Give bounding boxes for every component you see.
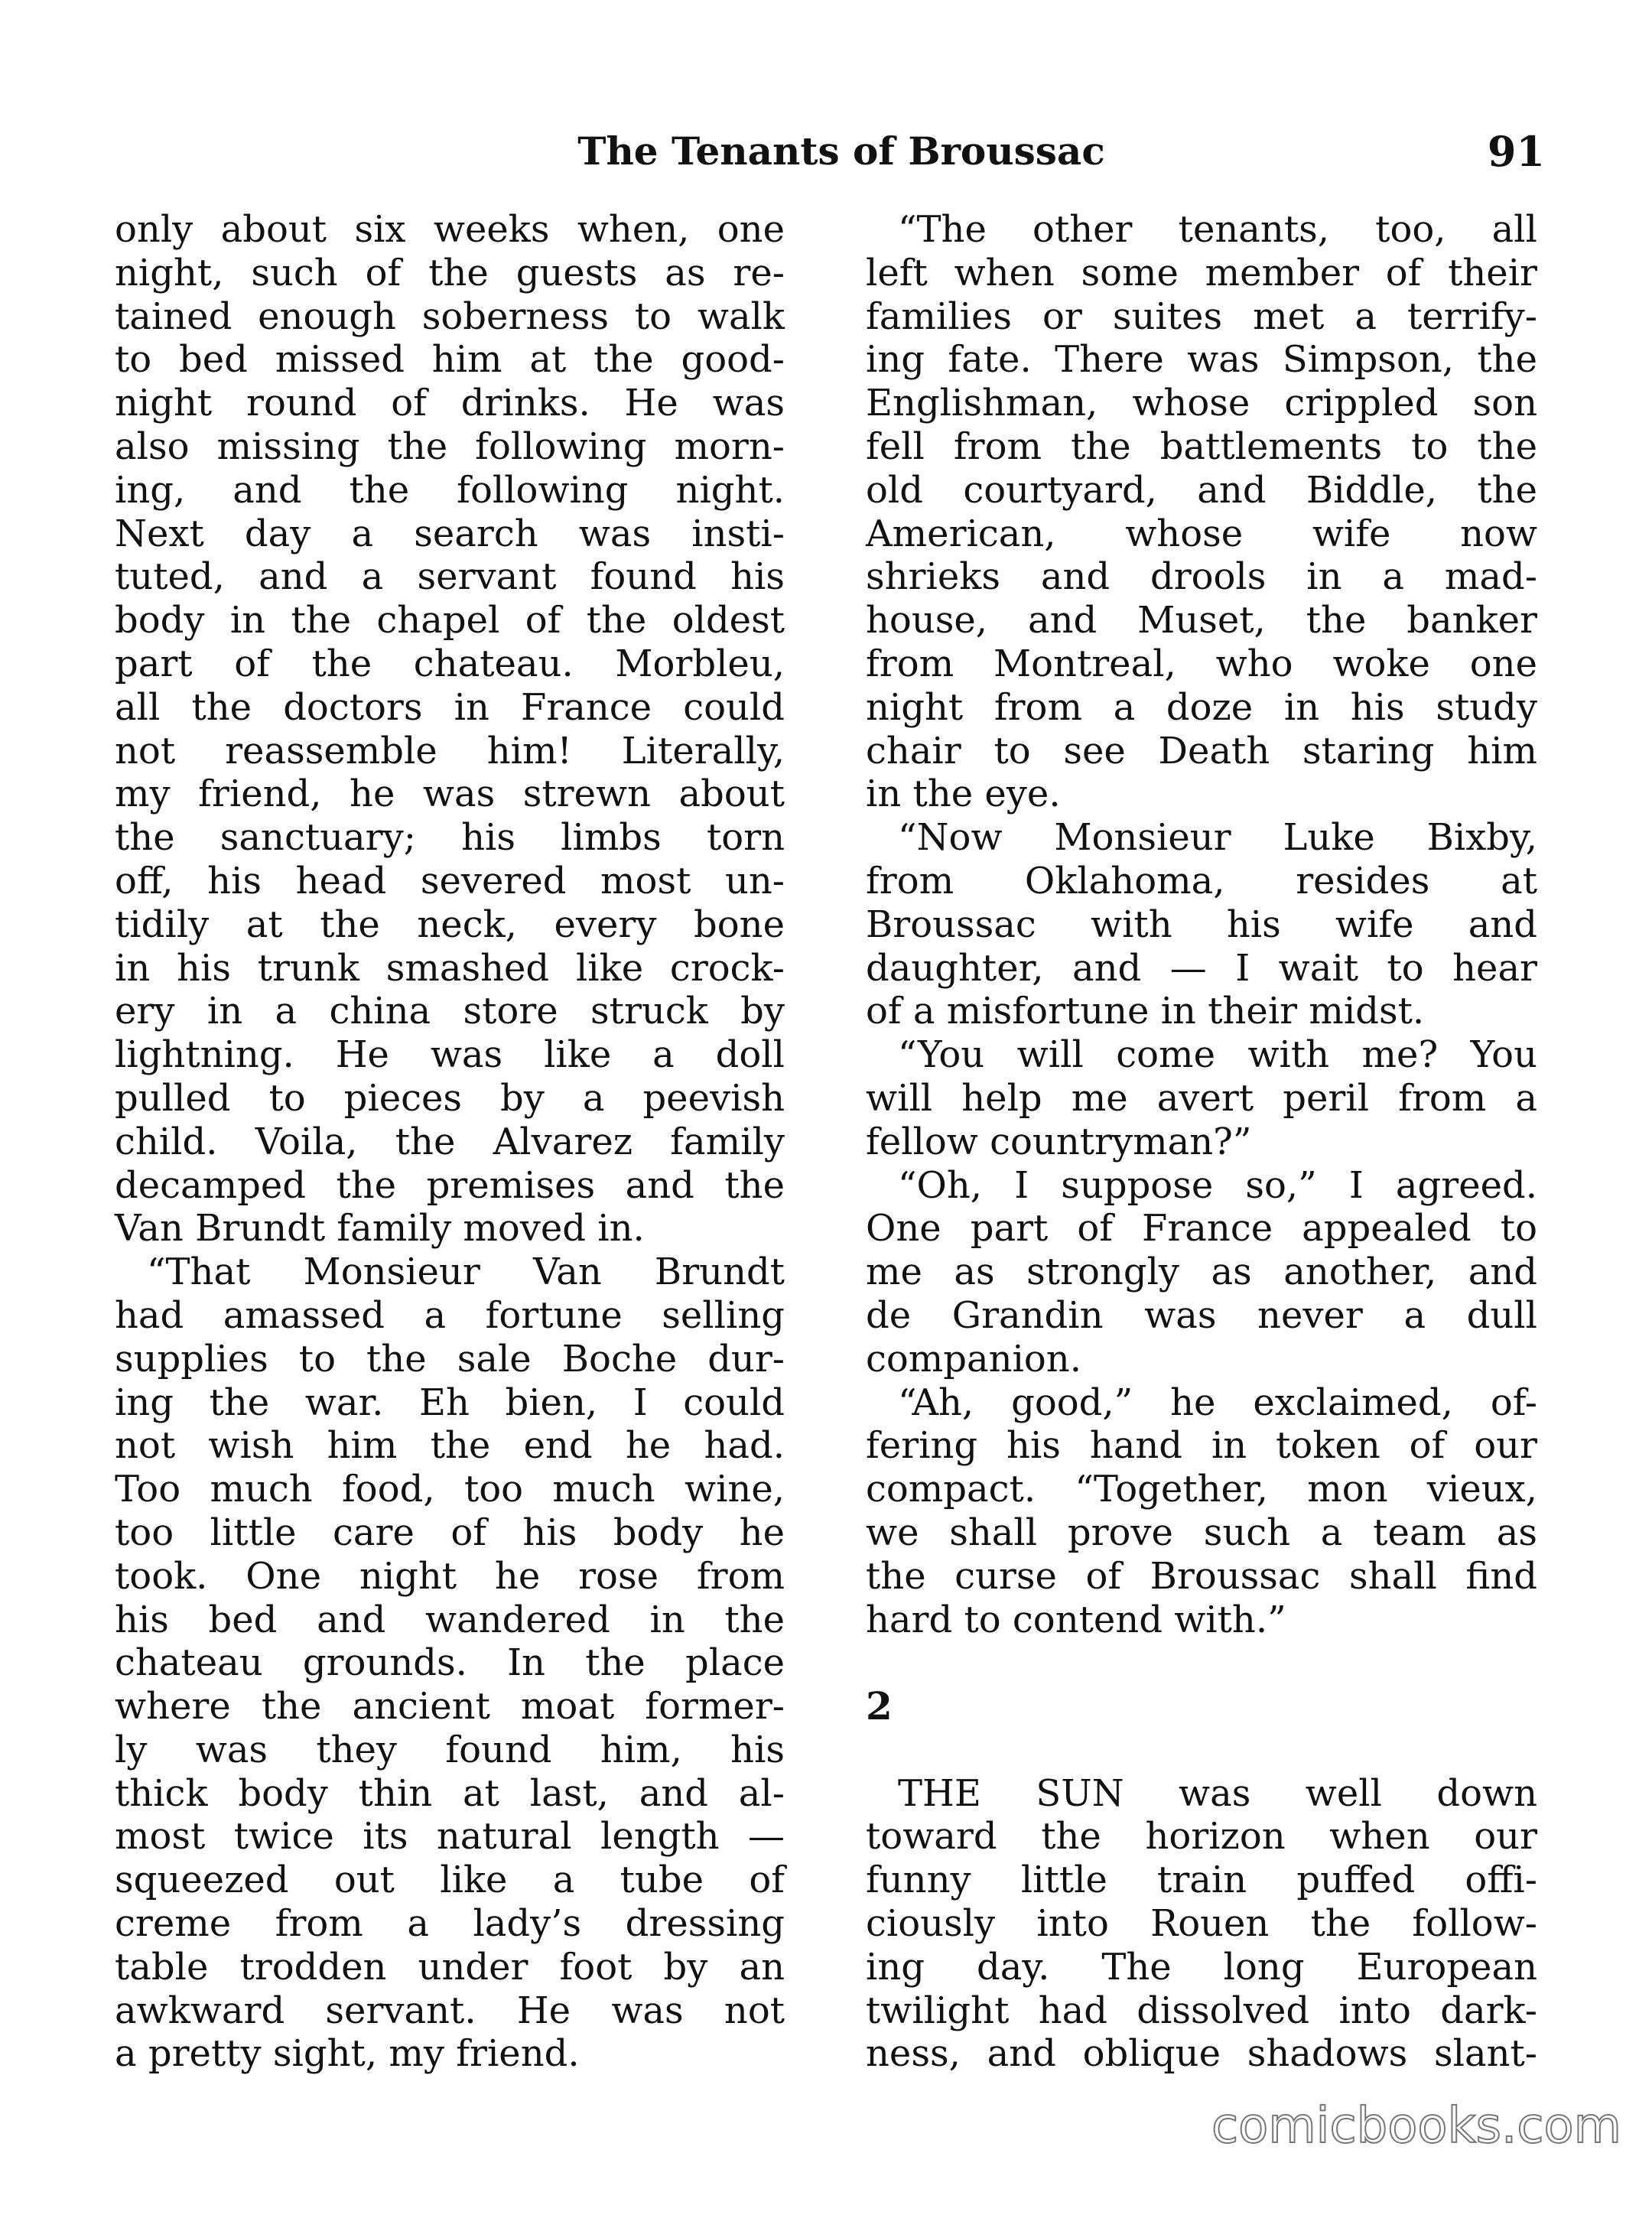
watermark-logo: comicbooks.com bbox=[1211, 2098, 1621, 2155]
right-text-line: compact. “Together, mon vieux, bbox=[866, 1468, 1537, 1511]
left-text-line: took. One night he rose from bbox=[115, 1554, 785, 1598]
right-text-line: from Montreal, who woke one bbox=[866, 642, 1537, 685]
right-text-line: house, and Muset, the banker bbox=[866, 599, 1537, 642]
left-text-line: all the doctors in France could bbox=[115, 685, 785, 729]
right-text-line: shrieks and drools in a mad- bbox=[866, 555, 1537, 599]
right-text-line: Broussac with his wife and bbox=[866, 902, 1537, 946]
right-text-line: fering his hand in token of our bbox=[866, 1424, 1537, 1468]
left-text-line: part of the chateau. Morbleu, bbox=[115, 642, 785, 685]
left-text-line: not reassemble him! Literally, bbox=[115, 729, 785, 772]
right-text-line: ness, and oblique shadows slant- bbox=[866, 2032, 1537, 2076]
right-text-line: twilight had dissolved into dark- bbox=[866, 1989, 1537, 2032]
right-text-line: from Oklahoma, resides at bbox=[866, 859, 1537, 902]
left-text-line: decamped the premises and the bbox=[115, 1163, 785, 1207]
left-text-line: squeezed out like a tube of bbox=[115, 1859, 785, 1902]
right-text-line: daughter, and — I wait to hear bbox=[866, 946, 1537, 990]
left-text-line: tuted, and a servant found his bbox=[115, 555, 785, 599]
left-text-line: pulled to pieces by a peevish bbox=[115, 1076, 785, 1120]
right-text-line: “The other tenants, too, all bbox=[898, 208, 1537, 251]
left-text-line: table trodden under foot by an bbox=[115, 1945, 785, 1989]
left-text-line: lightning. He was like a doll bbox=[115, 1033, 785, 1077]
left-text-line: ing the war. Eh bien, I could bbox=[115, 1381, 785, 1424]
left-text-line: awkward servant. He was not bbox=[115, 1989, 785, 2032]
right-text-line: “Oh, I suppose so,” I agreed. bbox=[898, 1163, 1537, 1207]
left-text-line: Van Brundt family moved in. bbox=[115, 1207, 645, 1250]
left-text-line: to bed missed him at the good- bbox=[115, 338, 785, 382]
left-text-line: the sanctuary; his limbs torn bbox=[115, 816, 785, 860]
right-text-line: night from a doze in his study bbox=[866, 685, 1537, 729]
right-text-line: will help me avert peril from a bbox=[866, 1076, 1537, 1120]
left-text-line: had amassed a fortune selling bbox=[115, 1293, 785, 1337]
left-text-line: thick body thin at last, and al- bbox=[115, 1771, 785, 1815]
left-text-line: not wish him the end he had. bbox=[115, 1424, 785, 1468]
left-text-line: chateau grounds. In the place bbox=[115, 1641, 785, 1685]
running-title: The Tenants of Broussac bbox=[577, 128, 1105, 174]
left-text-line: body in the chapel of the oldest bbox=[115, 599, 785, 642]
left-text-line: supplies to the sale Boche dur- bbox=[115, 1337, 785, 1381]
right-text-line: fellow countryman?” bbox=[866, 1120, 1252, 1163]
left-text-line: Next day a search was insti- bbox=[115, 512, 785, 555]
right-text-line: Englishman, whose crippled son bbox=[866, 382, 1537, 425]
left-text-line: night, such of the guests as re- bbox=[115, 251, 785, 294]
left-text-line: my friend, he was strewn about bbox=[115, 772, 785, 816]
left-text-line: tained enough soberness to walk bbox=[115, 294, 785, 338]
left-text-line: child. Voila, the Alvarez family bbox=[115, 1120, 785, 1163]
section-number: 2 bbox=[866, 1683, 893, 1729]
left-text-line: in his trunk smashed like crock- bbox=[115, 946, 785, 990]
left-text-line: ing, and the following night. bbox=[115, 468, 785, 512]
right-text-line: toward the horizon when our bbox=[866, 1815, 1537, 1859]
right-text-line: the curse of Broussac shall find bbox=[866, 1554, 1537, 1598]
right-text-line: chair to see Death staring him bbox=[866, 729, 1537, 772]
left-text-line: a pretty sight, my friend. bbox=[115, 2032, 580, 2076]
left-text-line: off, his head severed most un- bbox=[115, 859, 785, 902]
right-text-line: fell from the battlements to the bbox=[866, 424, 1537, 468]
left-text-line: only about six weeks when, one bbox=[115, 208, 785, 251]
right-text-line: hard to contend with.” bbox=[866, 1598, 1286, 1641]
right-text-line: we shall prove such a team as bbox=[866, 1511, 1537, 1554]
left-text-line: creme from a lady’s dressing bbox=[115, 1902, 785, 1946]
left-text-line: too little care of his body he bbox=[115, 1511, 785, 1554]
right-text-line: ciously into Rouen the follow- bbox=[866, 1902, 1537, 1946]
right-text-line: families or suites met a terrify- bbox=[866, 294, 1537, 338]
left-text-line: Too much food, too much wine, bbox=[115, 1468, 785, 1511]
section-spacer bbox=[866, 1641, 1537, 1685]
right-text-line: “Ah, good,” he exclaimed, of- bbox=[898, 1381, 1537, 1424]
right-text-line: One part of France appealed to bbox=[866, 1207, 1537, 1250]
left-text-line: night round of drinks. He was bbox=[115, 382, 785, 425]
right-text-line: ing day. The long European bbox=[866, 1945, 1537, 1989]
left-text-line: also missing the following morn- bbox=[115, 424, 785, 468]
section-spacer bbox=[866, 1729, 1537, 1772]
page-number: 91 bbox=[1487, 127, 1545, 176]
left-text-line: most twice its natural length — bbox=[115, 1815, 785, 1859]
left-text-line: tidily at the neck, every bone bbox=[115, 902, 785, 946]
right-text-line: companion. bbox=[866, 1337, 1081, 1381]
right-text-line: funny little train puffed offi- bbox=[866, 1859, 1537, 1902]
right-text-line: THE SUN was well down bbox=[898, 1771, 1537, 1815]
right-text-line: American, whose wife now bbox=[866, 512, 1537, 555]
left-text-line: “That Monsieur Van Brundt bbox=[147, 1250, 785, 1294]
left-text-line: his bed and wandered in the bbox=[115, 1598, 785, 1641]
right-text-column bbox=[866, 208, 1537, 2076]
right-text-line: left when some member of their bbox=[866, 251, 1537, 294]
right-text-line: me as strongly as another, and bbox=[866, 1250, 1537, 1294]
right-text-line: “You will come with me? You bbox=[898, 1033, 1537, 1077]
left-text-column bbox=[115, 208, 785, 2076]
left-text-line: ery in a china store struck by bbox=[115, 990, 785, 1033]
right-text-line: ing fate. There was Simpson, the bbox=[866, 338, 1537, 382]
right-text-line: old courtyard, and Biddle, the bbox=[866, 468, 1537, 512]
right-text-line: “Now Monsieur Luke Bixby, bbox=[898, 816, 1537, 860]
right-text-line: in the eye. bbox=[866, 772, 1061, 816]
right-text-line: of a misfortune in their midst. bbox=[866, 990, 1425, 1033]
left-text-line: ly was they found him, his bbox=[115, 1728, 785, 1771]
left-text-line: where the ancient moat former- bbox=[115, 1685, 785, 1729]
right-text-line: de Grandin was never a dull bbox=[866, 1293, 1537, 1337]
